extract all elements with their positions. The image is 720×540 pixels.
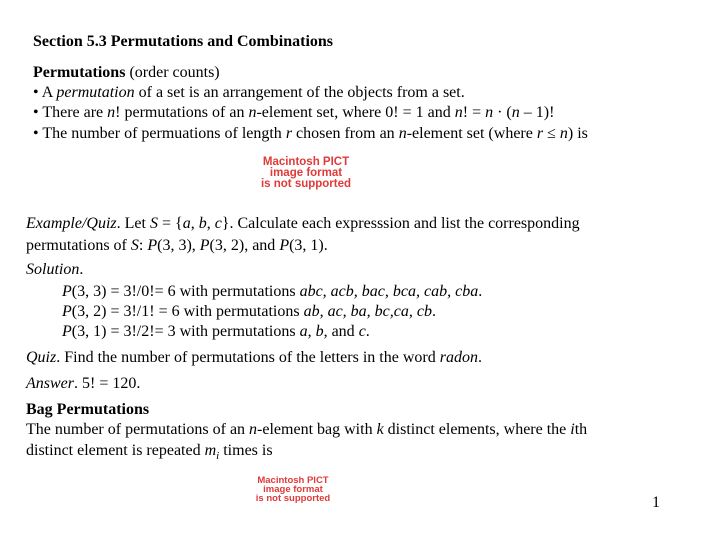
var: n <box>249 421 258 438</box>
perms: ab, ac, ba, bc,ca, cb <box>303 303 432 320</box>
bag-line-1 <box>26 420 587 440</box>
text: . <box>365 323 370 340</box>
var: n <box>511 104 520 121</box>
text: ! permutations of an <box>115 104 249 121</box>
bullet-length-r <box>33 124 588 144</box>
var: a <box>182 215 191 232</box>
page-number: 1 <box>652 494 660 511</box>
var: c <box>358 323 366 340</box>
text: -element set (where <box>406 125 537 142</box>
text: (3, 2), and <box>209 237 280 254</box>
bullet-permutation-definition <box>33 83 465 103</box>
text: . <box>478 283 483 300</box>
text: : <box>138 237 148 254</box>
text: ) is <box>567 125 588 142</box>
pict-line: image format <box>263 484 323 495</box>
var: P <box>279 237 290 254</box>
text: · ( <box>493 104 512 121</box>
bag-heading-line <box>26 400 149 420</box>
text: • A <box>33 84 57 101</box>
text: , <box>190 215 199 232</box>
var: m <box>204 442 217 459</box>
text: (3, 1) = 3!/2!= 3 with permutations <box>71 323 300 340</box>
section-title: Section 5.3 Permutations and Combinations <box>33 33 334 50</box>
text: = { <box>157 215 183 232</box>
var: r <box>536 125 544 142</box>
text: (3, 3), <box>157 237 200 254</box>
var: k <box>376 421 384 438</box>
var: n <box>107 104 116 121</box>
text: (3, 3) = 3!/0!= 6 with permutations <box>71 283 300 300</box>
var: n <box>398 125 407 142</box>
text: ! = <box>462 104 486 121</box>
text: -element set, where 0! = 1 and <box>256 104 455 121</box>
text: chosen from an <box>292 125 399 142</box>
pict-line: is not supported <box>260 178 352 190</box>
text: distinct elements, where the <box>383 421 571 438</box>
example-label: Example/Quiz <box>26 215 117 232</box>
text: , and <box>323 323 359 340</box>
var: P <box>62 323 72 340</box>
text: . Let <box>116 215 150 232</box>
solution-line-2 <box>62 302 436 322</box>
permutations-heading: Permutations <box>33 64 126 81</box>
text: . <box>79 261 84 278</box>
answer-line <box>26 374 140 394</box>
example-line-1 <box>26 214 580 234</box>
text: of a set is an arrangement of the objects from a set. <box>134 84 465 101</box>
bag-heading: Bag Permutations <box>26 401 150 418</box>
solution-line-1 <box>62 282 482 302</box>
example-line-2 <box>26 236 328 256</box>
var: n <box>485 104 494 121</box>
pict-line: image format <box>269 167 343 179</box>
var: n <box>559 125 568 142</box>
text: (3, 1). <box>289 237 328 254</box>
text: . <box>431 303 436 320</box>
var: P <box>147 237 158 254</box>
solution-line-3 <box>62 322 370 342</box>
text: }. Calculate each expresssion and list the corresponding <box>221 215 580 232</box>
var: P <box>62 283 72 300</box>
text: (3, 2) = 3!/1! = 6 with permutations <box>71 303 304 320</box>
bag-line-2 <box>26 441 273 466</box>
pict-line: is not supported <box>255 493 331 504</box>
text: times is <box>219 442 273 459</box>
text: . 5! = 120. <box>74 375 141 392</box>
var: S <box>149 215 158 232</box>
bullet-factorial <box>33 103 554 123</box>
text: , <box>206 215 215 232</box>
text: , <box>307 323 316 340</box>
quiz-label: Quiz <box>26 349 57 366</box>
pict-placeholder-image-2 <box>255 476 331 503</box>
var: r <box>285 125 293 142</box>
quiz-line <box>26 348 482 368</box>
text: permutations of <box>26 237 131 254</box>
text: • There are <box>33 104 108 121</box>
text: distinct element is repeated <box>26 442 205 459</box>
var: S <box>130 237 139 254</box>
quiz-word: radon <box>439 349 478 366</box>
text: . Find the number of permutations of the letters in the word <box>56 349 440 366</box>
text: -element bag with <box>257 421 377 438</box>
perms: abc, acb, bac, bca, cab, cba <box>299 283 479 300</box>
solution-label-line <box>26 260 83 280</box>
var: b <box>198 215 207 232</box>
pict-line: Macintosh PICT <box>257 475 329 486</box>
solution-label: Solution <box>26 261 80 278</box>
text: ≤ <box>543 125 560 142</box>
permutations-heading-line <box>33 63 220 83</box>
var: b <box>315 323 324 340</box>
term-permutation: permutation <box>56 84 135 101</box>
var: i <box>570 421 575 438</box>
var: P <box>62 303 72 320</box>
var: P <box>199 237 210 254</box>
answer-label: Answer <box>26 375 74 392</box>
var: c <box>214 215 222 232</box>
var: a <box>299 323 308 340</box>
text: The number of permutations of an <box>26 421 250 438</box>
text: . <box>477 349 482 366</box>
text: • The number of permuations of length <box>33 125 286 142</box>
pict-line: Macintosh PICT <box>262 156 350 168</box>
text: – 1)! <box>519 104 555 121</box>
var: n <box>454 104 463 121</box>
pict-placeholder-image <box>242 157 370 190</box>
subscript: i <box>216 450 220 463</box>
var: n <box>248 104 257 121</box>
text: th <box>574 421 588 438</box>
heading-note: (order counts) <box>125 64 220 81</box>
